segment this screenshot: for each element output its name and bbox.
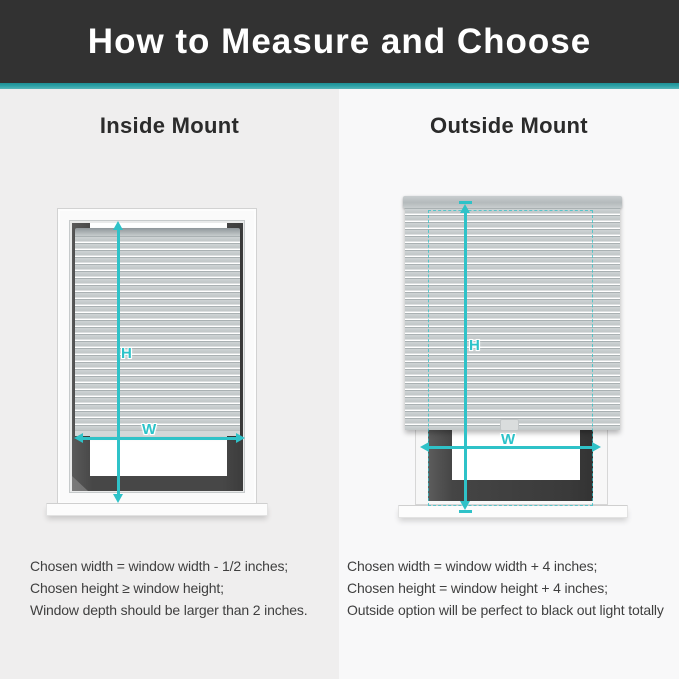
outside-extent-dashed-outline (428, 210, 593, 506)
inside-window-frame (57, 208, 257, 505)
inside-mount-panel (0, 89, 339, 679)
outside-mount-notes (347, 555, 664, 621)
inside-shade-headrail (75, 228, 240, 236)
note-line: Chosen width = window width - 1/2 inches; (30, 558, 289, 574)
inside-height-label: H (121, 345, 132, 362)
arrow-end-tick (459, 510, 472, 513)
inside-window-corner-shade (72, 476, 88, 491)
inside-width-arrow (82, 437, 237, 440)
arrow-end-tick (459, 201, 472, 204)
inside-mount-heading: Inside Mount (99, 113, 240, 138)
outside-mount-panel (339, 89, 679, 679)
inside-shade-bottomrail (75, 430, 240, 436)
note-line: Chosen height = window height + 4 inches; (347, 580, 608, 596)
outside-width-label: W (501, 431, 516, 448)
note-line: Chosen height ≥ window height; (30, 580, 224, 596)
inside-width-label: W (142, 421, 157, 438)
inside-mount-notes (30, 555, 307, 621)
inside-height-arrow (117, 229, 120, 495)
outside-mount-heading: Outside Mount (430, 113, 588, 138)
note-line: Outside option will be perfect to black out light totally (347, 602, 664, 618)
outside-shade-headrail (403, 196, 622, 208)
note-line: Chosen width = window width + 4 inches; (347, 558, 598, 574)
outside-height-label: H (469, 337, 480, 354)
header-bar (0, 0, 679, 83)
note-line: Window depth should be larger than 2 inches. (30, 602, 308, 618)
page-title: How to Measure and Choose (87, 21, 592, 61)
inside-shade-slats (75, 236, 240, 430)
inside-window-sill (46, 503, 268, 516)
outside-window-sill (398, 505, 628, 518)
content-area (0, 89, 679, 679)
outside-height-arrow (464, 212, 467, 502)
inside-cellular-shade (75, 228, 240, 436)
